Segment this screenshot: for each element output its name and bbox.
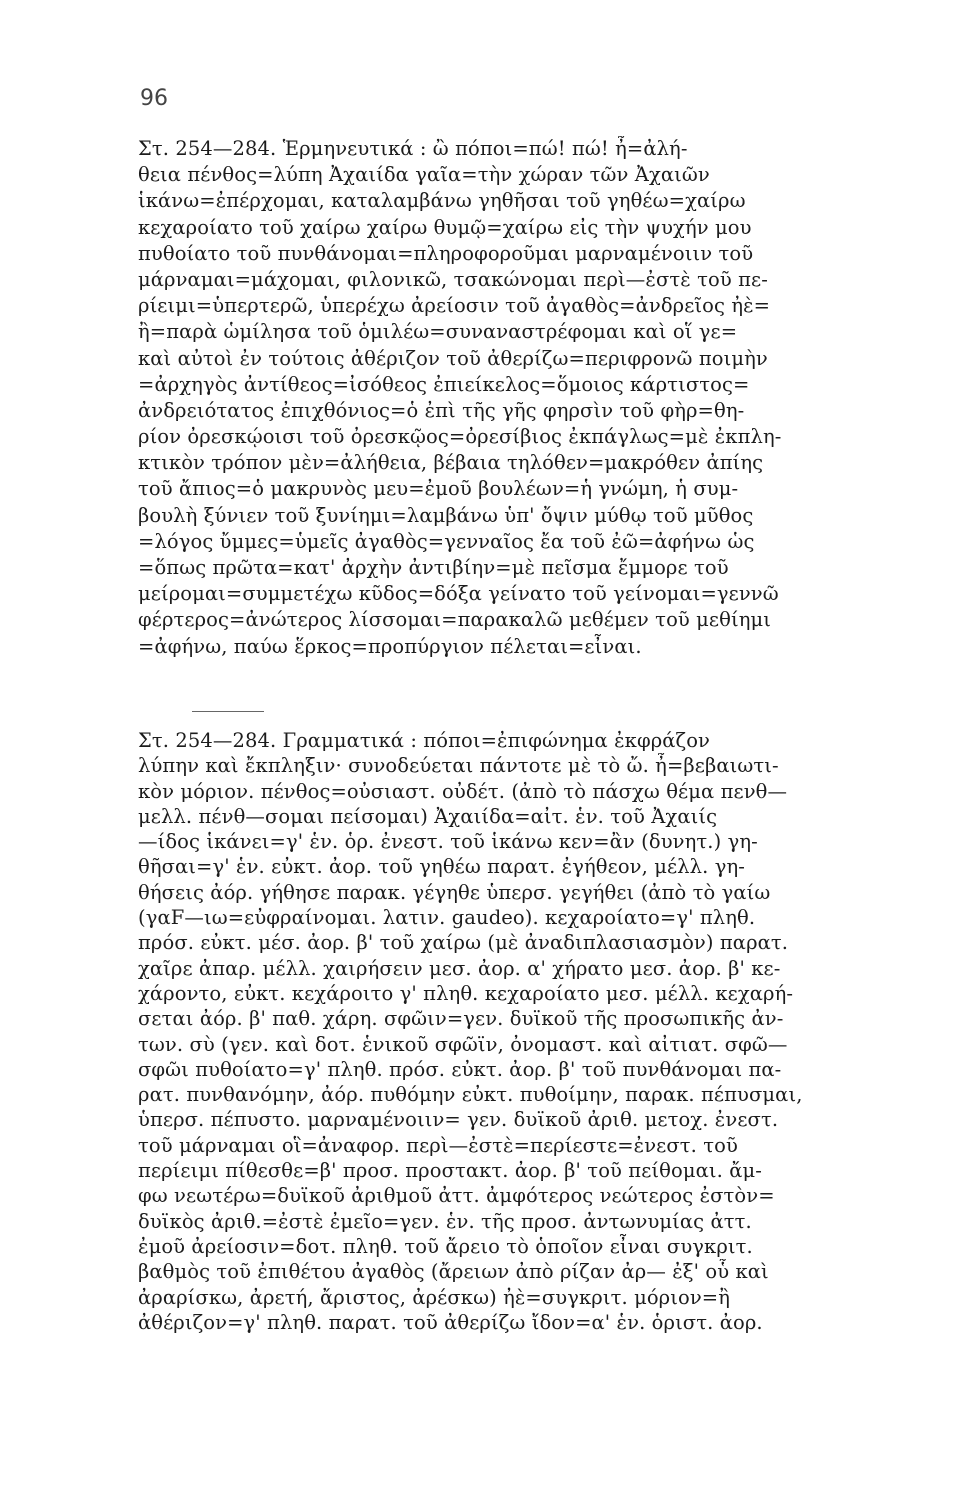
text-line: βαθμὸς τοῦ ἐπιθέτου ἀγαθὸς (ἄρειων ἀπὸ ρίζαν ἀρ— ἐξ' οὗ καὶ [138, 1260, 769, 1284]
text-line: ἢ=παρὰ ὡμίλησα τοῦ ὁμιλέω=συναναστρέφομαι καὶ οἵ γε= [138, 320, 738, 344]
text-line: κὸν μόριον. πένθος=οὐσιαστ. οὐδέτ. (ἀπὸ τὸ πάσχω θέμα πενθ— [138, 779, 788, 803]
text-line: τοῦ ἄπιος=ὁ μακρυνὸς μευ=ἐμοῦ βουλέων=ἡ γνώμη, ἡ συμ- [138, 477, 739, 501]
text-line: Στ. 254—284. Γραμματικά : πόποι=ἐπιφώνημα ἐκφράζον [138, 729, 710, 752]
text-line: τοῦ μάρναμαι οἳ=ἀναφορ. περὶ—ἐστὲ=περίεστε=ἐνεστ. τοῦ [138, 1133, 738, 1157]
text-line: σεται ἀόρ. β' παθ. χάρη. σφῶιν=γεν. δυϊκοῦ τῆς προσωπικῆς ἀν- [138, 1007, 784, 1031]
text-line: καὶ αὐτοὶ ἐν τούτοις ἀθέριζον τοῦ ἀθερίζω=περιφρονῶ ποιμὴν [138, 346, 768, 370]
text-line: μείρομαι=συμμετέχω κῦδος=δόξα γείνατο τοῦ γείνομαι=γεννῶ [138, 582, 779, 606]
text-line: =ἀρχηγὸς ἀντίθεος=ἰσόθεος ἐπιείκελος=ὅμοιος κάρτιστος= [138, 372, 750, 396]
text-line: λύπην καὶ ἔκπληξιν· συνοδεύεται πάντοτε μὲ τὸ ὤ. ἦ=βεβαιωτι- [138, 754, 779, 778]
text-line: ἀθέριζον=γ' πληθ. παρατ. τοῦ ἀθερίζω ἴδον=α' ἑν. ὁριστ. ἀορ. [138, 1310, 763, 1334]
text-line: μάρναμαι=μάχομαι, φιλονικῶ, τσακώνομαι περὶ—ἐστὲ τοῦ πε- [138, 267, 768, 291]
text-line: ρατ. πυνθανόμην, ἀόρ. πυθόμην εὐκτ. πυθοίμην, παρακ. πέπυσμαι, [138, 1083, 803, 1107]
text-line: =ἀφήνω, παύω ἕρκος=προπύργιον πέλεται=εἶναι. [138, 634, 642, 658]
text-line: ρίειμι=ὑπερτερῶ, ὑπερέχω ἀρείοσιν τοῦ ἀγαθὸς=ἀνδρεῖος ἠὲ= [138, 294, 771, 318]
text-line: θεια πένθος=λύπη Ἀχαιίδα γαῖα=τὴν χώραν τῶν Ἀχαιῶν [138, 163, 710, 187]
text-line: πυθοίατο τοῦ πυνθάνομαι=πληροφοροῦμαι μαρναμένοιιν τοῦ [138, 241, 754, 265]
text-line: ὑπερσ. πέπυστο. μαρναμένοιιν= γεν. δυϊκοῦ ἀριθ. μετοχ. ἐνεστ. [138, 1108, 779, 1132]
text-line: ἱκάνω=ἐπέρχομαι, καταλαμβάνω γηθῆσαι τοῦ γηθέω=χαίρω [138, 189, 746, 213]
text-line: (γαF—ιω=εὐφραίνομαι. λατιν. gaudeo). κεχαροίατο=γ' πληθ. [138, 906, 756, 930]
text-line: των. σὺ (γεν. καὶ δοτ. ἑνικοῦ σφῶϊν, ὀνομαστ. καὶ αἰτιατ. σφῶ— [138, 1032, 788, 1056]
text-line: φω νεωτέρω=δυϊκοῦ ἀριθμοῦ ἀττ. ἀμφότερος νεώτερος ἐστὸν= [138, 1184, 775, 1208]
text-line: μελλ. πένθ—σομαι πείσομαι) Ἀχαιίδα=αἰτ. ἑν. τοῦ Ἀχαιίς [138, 804, 718, 828]
page-number: 96 [140, 86, 168, 111]
text-line: φέρτερος=ἀνώτερος λίσσομαι=παρακαλῶ μεθέμεν τοῦ μεθίημι [138, 608, 772, 632]
text-line: περίειμι πίθεσθε=β' προσ. προστακτ. ἀορ. β' τοῦ πείθομαι. ἄμ- [138, 1159, 762, 1183]
section-divider [192, 711, 264, 712]
text-line: δυϊκὸς ἀριθ.=ἐστὲ ἐμεῖο=γεν. ἑν. τῆς προσ. ἀντωνυμίας ἀττ. [138, 1209, 752, 1233]
text-line: σφῶι πυθοίατο=γ' πληθ. πρόσ. εὐκτ. ἀορ. β' τοῦ πυνθάνομαι πα- [138, 1057, 782, 1081]
text-line: =λόγος ὔμμες=ὑμεῖς ἀγαθὸς=γενναῖος ἔα τοῦ ἐῶ=ἀφήνω ὡς [138, 529, 755, 553]
hermeneutics-section [138, 136, 960, 660]
text-line: χαῖρε ἀπαρ. μέλλ. χαιρήσειν μεσ. ἀορ. α' χήρατο μεσ. ἀορ. β' κε- [138, 956, 781, 980]
text-line: ἐμοῦ ἀρείοσιν=δοτ. πληθ. τοῦ ἄρειο τὸ ὁποῖον εἶναι συγκριτ. [138, 1234, 753, 1258]
text-line: —ίδος ἱκάνει=γ' ἑν. ὁρ. ἐνεστ. τοῦ ἱκάνω κεν=ἂν (δυνητ.) γη- [138, 830, 758, 854]
text-line: Στ. 254—284. Ἑρμηνευτικά : ὢ πόποι=πώ! πώ! ἦ=ἀλή- [138, 137, 688, 160]
text-line: πρόσ. εὐκτ. μέσ. ἀορ. β' τοῦ χαίρω (μὲ ἀναδιπλασιασμὸν) παρατ. [138, 931, 789, 955]
text-line: ρίον ὀρεσκῴοισι τοῦ ὀρεσκῷος=ὀρεσίβιος ἐκπάγλως=μὲ ἐκπλη- [138, 425, 782, 449]
text-line: ἀραρίσκω, ἀρετή, ἄριστος, ἀρέσκω) ἠὲ=συγκριτ. μόριον=ἢ [138, 1285, 731, 1309]
text-line: κεχαροίατο τοῦ χαίρω χαίρω θυμῷ=χαίρω εἰς τὴν ψυχήν μου [138, 215, 752, 239]
text-line: βουλὴ ξύνιεν τοῦ ξυνίημι=λαμβάνω ὑπ' ὄψιν μύθῳ τοῦ μῦθος [138, 503, 754, 527]
text-line: θῆσαι=γ' ἑν. εὐκτ. ἀορ. τοῦ γηθέω παρατ. ἐγήθεον, μέλλ. γη- [138, 855, 745, 879]
text-line: κτικὸν τρόπον μὲν=ἀλήθεια, βέβαια τηλόθεν=μακρόθεν ἀπίης [138, 451, 764, 475]
text-line: θήσεις ἀόρ. γήθησε παρακ. γέγηθε ὑπερσ. γεγήθει (ἀπὸ τὸ γαίω [138, 880, 771, 904]
text-line: =ὅπως πρῶτα=κατ' ἀρχὴν ἀντιβίην=μὲ πεῖσμα ἔμμορε τοῦ [138, 556, 729, 579]
grammar-section [138, 728, 960, 1335]
text-line: ἀνδρειότατος ἐπιχθόνιος=ὁ ἐπὶ τῆς γῆς φηρσὶν τοῦ φὴρ=θη- [138, 398, 745, 422]
text-line: χάροντο, εὐκτ. κεχάροιτο γ' πληθ. κεχαροίατο μεσ. μέλλ. κεχαρή- [138, 981, 794, 1005]
